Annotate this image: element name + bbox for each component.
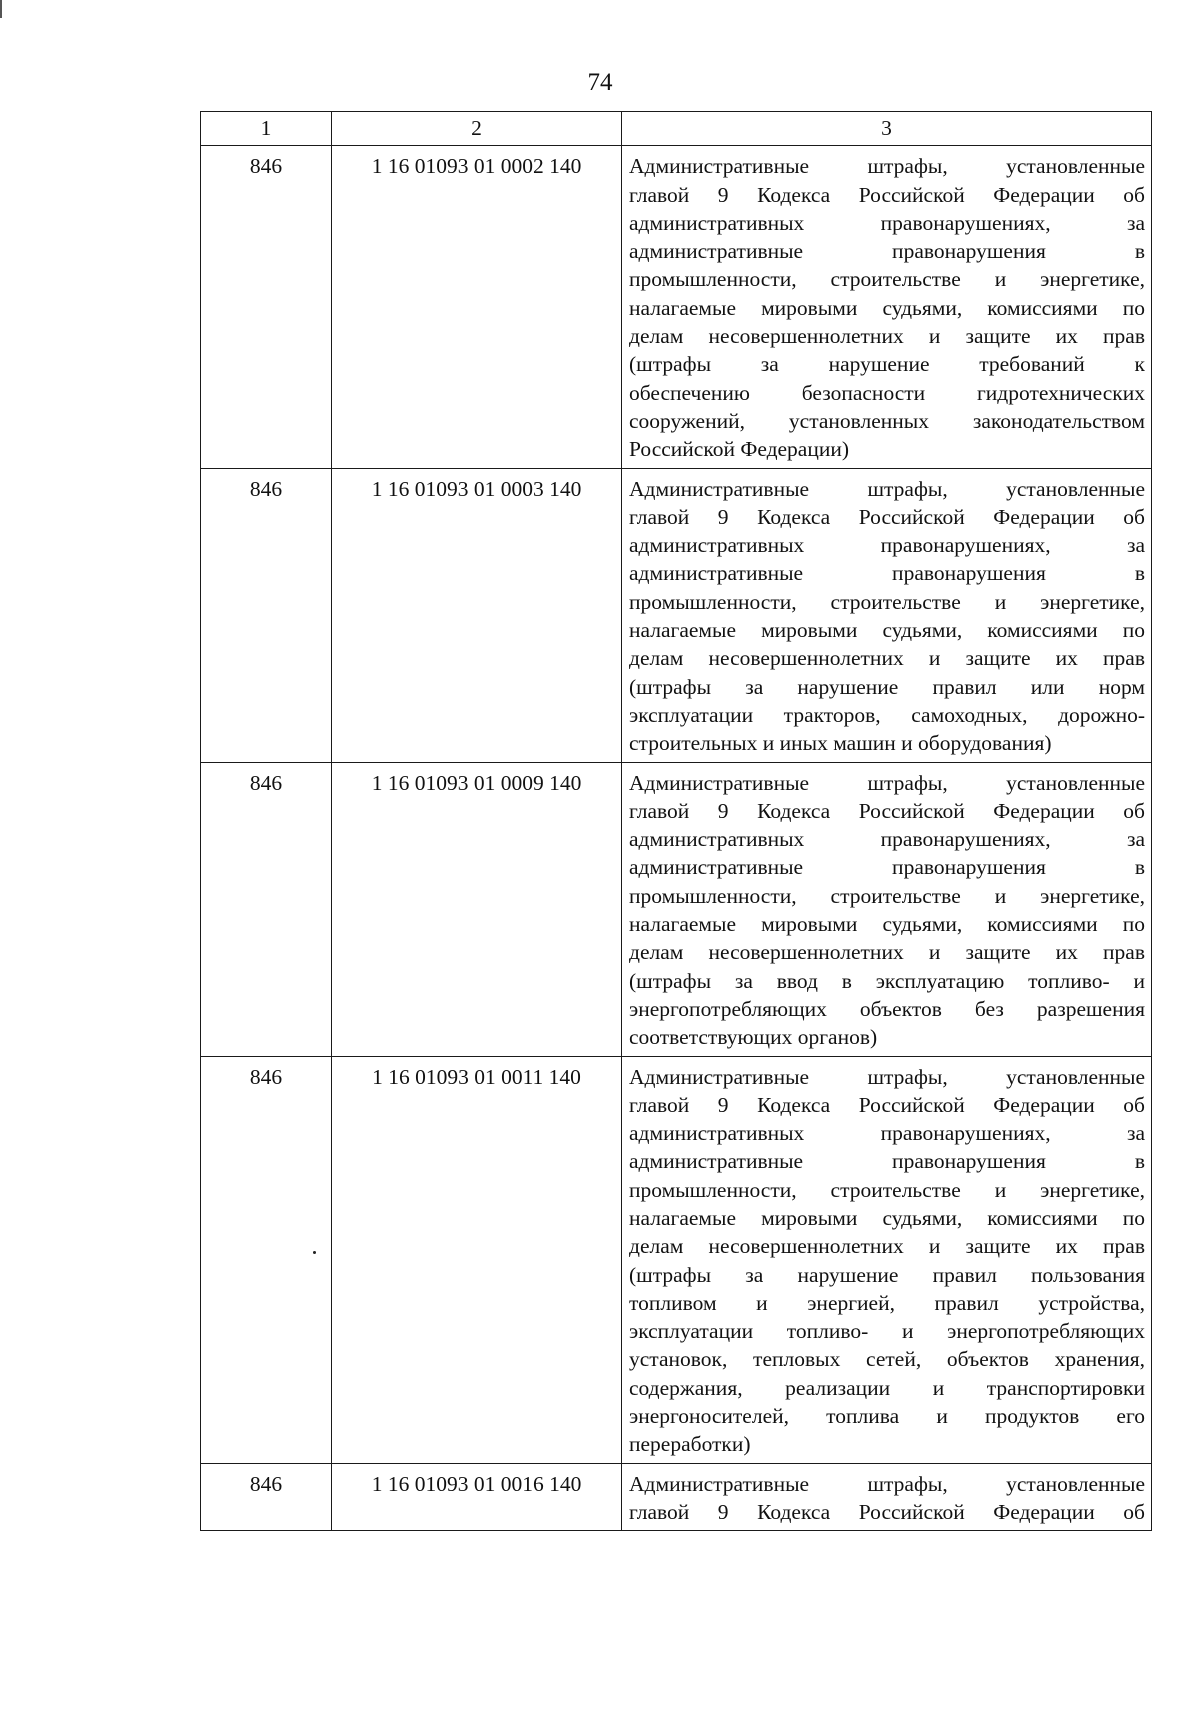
description-line: содержания, реализации и транспортировки xyxy=(629,1375,1145,1400)
description-line: главой 9 Кодекса Российской Федерации об xyxy=(629,1092,1145,1117)
description-line: главой 9 Кодекса Российской Федерации об xyxy=(629,1499,1145,1524)
description-line: делам несовершеннолетних и защите их прав xyxy=(629,324,1145,349)
description-cell xyxy=(622,1463,1152,1531)
description-line: установок, тепловых сетей, объектов хранения, xyxy=(629,1347,1145,1372)
header-col-1: 1 xyxy=(201,112,332,146)
header-col-2: 2 xyxy=(332,112,622,146)
description-line: делам несовершеннолетних и защите их прав xyxy=(629,1234,1145,1259)
description-line: Административные штрафы, установленные xyxy=(629,1064,1145,1089)
description-line: Административные штрафы, установленные xyxy=(629,154,1145,179)
description-line: главой 9 Кодекса Российской Федерации об xyxy=(629,798,1145,823)
description-cell xyxy=(622,762,1152,1056)
admin-code-cell: 846 xyxy=(201,762,332,1056)
header-col-3: 3 xyxy=(622,112,1152,146)
budget-code-cell: 1 16 01093 01 0002 140 xyxy=(332,146,622,468)
description-line: энергопотребляющих объектов без разрешения xyxy=(629,996,1145,1021)
description-cell xyxy=(622,468,1152,762)
description-line: административные правонарушения в xyxy=(629,1149,1145,1174)
description-line: налагаемые мировыми судьями, комиссиями по xyxy=(629,1205,1145,1230)
description-line: промышленности, строительстве и энергетике, xyxy=(629,883,1145,908)
table-row xyxy=(201,762,1152,1056)
description-line: эксплуатации топливо- и энергопотребляющих xyxy=(629,1319,1145,1344)
scan-edge-mark xyxy=(0,0,2,18)
description-line: строительных и иных машин и оборудования) xyxy=(629,731,1052,756)
description-line: промышленности, строительстве и энергетике, xyxy=(629,267,1145,292)
description-line: промышленности, строительстве и энергетике, xyxy=(629,589,1145,614)
description-line: энергоносителей, топлива и продуктов его xyxy=(629,1404,1145,1429)
description-line: административные правонарушения в xyxy=(629,855,1145,880)
description-cell xyxy=(622,1056,1152,1463)
description-line: переработки) xyxy=(629,1432,751,1457)
table-row xyxy=(201,468,1152,762)
description-line: налагаемые мировыми судьями, комиссиями по xyxy=(629,295,1145,320)
table-row xyxy=(201,1463,1152,1531)
description-line: административные правонарушения в xyxy=(629,561,1145,586)
budget-code-cell: 1 16 01093 01 0011 140 xyxy=(332,1056,622,1463)
description-line: (штрафы за ввод в эксплуатацию топливо- и xyxy=(629,968,1145,993)
description-line: сооружений, установленных законодательством xyxy=(629,408,1145,433)
scan-dot xyxy=(313,1251,316,1254)
admin-code-cell: 846 xyxy=(201,146,332,468)
budget-code-cell: 1 16 01093 01 0009 140 xyxy=(332,762,622,1056)
budget-codes-table xyxy=(200,111,1152,1531)
description-line: Российской Федерации) xyxy=(629,437,850,462)
description-line: Административные штрафы, установленные xyxy=(629,476,1145,501)
description-line: административных правонарушениях, за xyxy=(629,1121,1145,1146)
description-line: промышленности, строительстве и энергетике, xyxy=(629,1177,1145,1202)
description-line: налагаемые мировыми судьями, комиссиями по xyxy=(629,618,1145,643)
description-line: главой 9 Кодекса Российской Федерации об xyxy=(629,504,1145,529)
page-number: 74 xyxy=(587,69,613,96)
header-row xyxy=(201,112,1152,146)
description-line: (штрафы за нарушение требований к xyxy=(629,352,1145,377)
admin-code-cell: 846 xyxy=(201,468,332,762)
budget-code-cell: 1 16 01093 01 0003 140 xyxy=(332,468,622,762)
description-line: административные правонарушения в xyxy=(629,239,1145,264)
description-line: административных правонарушениях, за xyxy=(629,210,1145,235)
table-row xyxy=(201,146,1152,468)
description-line: Административные штрафы, установленные xyxy=(629,770,1145,795)
description-line: (штрафы за нарушение правил пользования xyxy=(629,1262,1145,1287)
description-line: налагаемые мировыми судьями, комиссиями по xyxy=(629,912,1145,937)
budget-code-cell: 1 16 01093 01 0016 140 xyxy=(332,1463,622,1531)
admin-code-cell: 846 xyxy=(201,1056,332,1463)
description-cell xyxy=(622,146,1152,468)
description-line: (штрафы за нарушение правил или норм xyxy=(629,674,1145,699)
description-line: делам несовершеннолетних и защите их прав xyxy=(629,646,1145,671)
description-line: административных правонарушениях, за xyxy=(629,533,1145,558)
description-line: эксплуатации тракторов, самоходных, дорожно- xyxy=(629,702,1145,727)
description-line: Административные штрафы, установленные xyxy=(629,1471,1145,1496)
description-line: обеспечению безопасности гидротехнических xyxy=(629,380,1145,405)
description-line: административных правонарушениях, за xyxy=(629,827,1145,852)
table-row xyxy=(201,1056,1152,1463)
description-line: топливом и энергией, правил устройства, xyxy=(629,1290,1145,1315)
admin-code-cell: 846 xyxy=(201,1463,332,1531)
description-line: соответствующих органов) xyxy=(629,1025,878,1050)
description-line: делам несовершеннолетних и защите их прав xyxy=(629,940,1145,965)
description-line: главой 9 Кодекса Российской Федерации об xyxy=(629,182,1145,207)
